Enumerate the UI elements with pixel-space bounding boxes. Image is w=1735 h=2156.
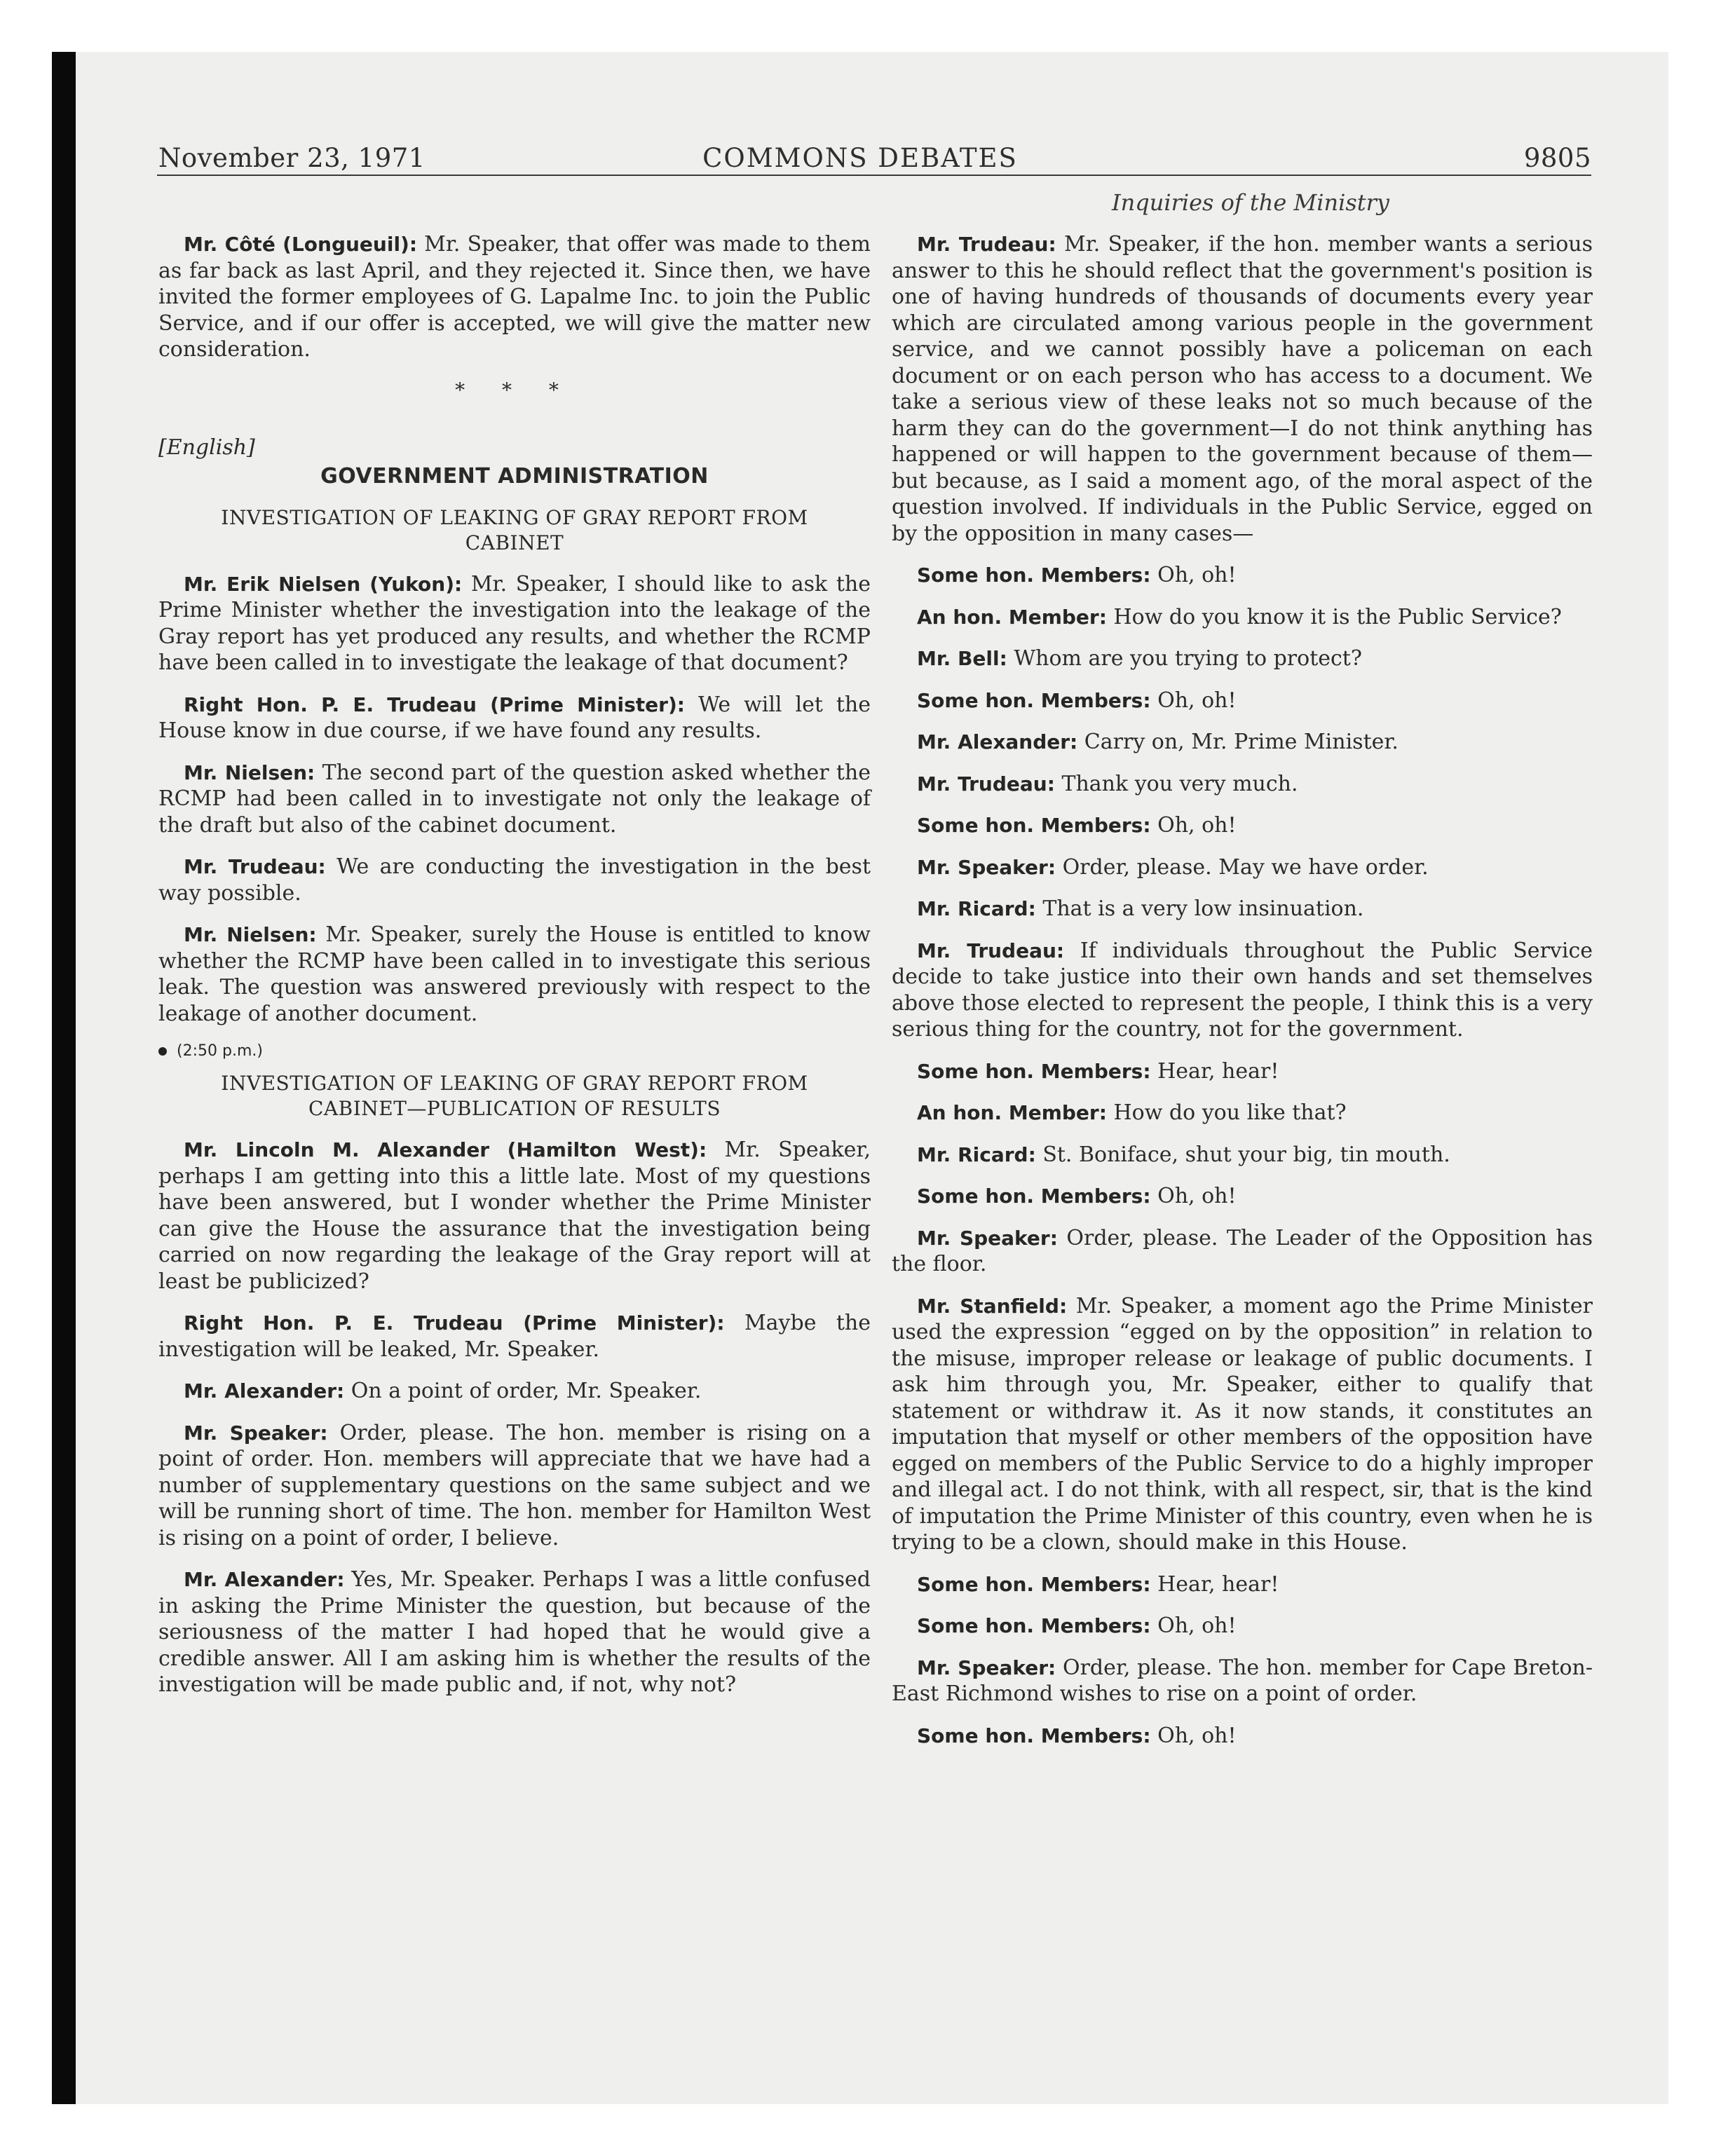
speaker-name: Some hon. Members: <box>917 688 1151 712</box>
speech-text: We are conducting the investigation in the best way possible. <box>158 854 871 906</box>
speech-text: Order, please. The Leader of the Opposition has the floor. <box>892 1225 1593 1276</box>
speaker-name: Right Hon. P. E. Trudeau (Prime Minister): <box>184 692 685 716</box>
scanned-page <box>52 52 1668 2104</box>
speaker-name: Some hon. Members: <box>917 1572 1151 1596</box>
speech-paragraph <box>892 1723 1593 1749</box>
speaker-name: Mr. Côté (Longueuil): <box>184 233 418 256</box>
speaker-name: Some hon. Members: <box>917 1059 1151 1083</box>
speech-text: Mr. Speaker, a moment ago the Prime Minister used the expression “egged on by the opposition” in relation to the misuse, improper release or leakage of public documents. I ask him through you, Mr. Speaker, either to qualify that statement or withdraw it. As it now stands, it constitutes an imputation that myself or other members of the opposition have egged on members of the Public Service to do a highly improper and illegal act. I do not think, with all respect, sir, that is the kind of imputation the Prime Minister of this country, even when he is trying to be a clown, should make in this House. <box>892 1293 1593 1555</box>
speaker-name: Mr. Erik Nielsen (Yukon): <box>184 572 463 596</box>
speech-text: Mr. Speaker, I should like to ask the Prime Minister whether the investigation into the leakage of the Gray report has yet produced any results, and whether the RCMP have been called in to investigate the leakage of that document? <box>158 571 871 675</box>
speech-text: Order, please. May we have order. <box>1062 854 1429 880</box>
speech-text: Order, please. The hon. member for Cape Breton-East Richmond wishes to rise on a point of order. <box>892 1655 1593 1706</box>
speech-text: Hear, hear! <box>1157 1058 1279 1084</box>
speech-text: Yes, Mr. Speaker. Perhaps I was a little confused in asking the Prime Minister the question, but because of the seriousness of the matter I had hoped that he would give a credible answer. All I am asking him is whether the results of the investigation will be made public and, if not, why not? <box>158 1567 871 1697</box>
speech-text: Maybe the investigation will be leaked, Mr. Speaker. <box>158 1311 871 1362</box>
header-title: COMMONS DEBATES <box>702 143 1018 173</box>
speech-paragraph <box>892 1571 1593 1598</box>
speaker-name: Some hon. Members: <box>917 564 1151 587</box>
speech-text: St. Boniface, shut your big, tin mouth. <box>1042 1142 1450 1167</box>
time-stamp: (2:50 p.m.) <box>177 1042 263 1060</box>
subheading: INVESTIGATION OF LEAKING OF GRAY REPORT FROM CABINET <box>221 505 808 554</box>
time-marker <box>158 1042 871 1060</box>
speech-paragraph <box>892 688 1593 714</box>
speaker-name: Mr. Trudeau: <box>917 772 1055 796</box>
speech-text: Mr. Speaker, if the hon. member wants a serious answer to this he should reflect that the government's position is one of having hundreds of thousands of documents every year which are circulated among various people in the government service, and we cannot possibly have a policeman on each document or on each person who has access to a document. We take a serious view of these leaks not so much because of the harm they can do the government—I do not think anything has happened or will happen to the government because of them—but because, as I said a moment ago, of the moral aspect of the question involved. If individuals in the Public Service, egged on by the opposition in many cases— <box>892 232 1593 546</box>
speech-paragraph <box>158 922 871 1027</box>
speech-paragraph <box>892 854 1593 881</box>
speech-paragraph <box>892 771 1593 798</box>
speech-paragraph <box>892 938 1593 1043</box>
section-heading: GOVERNMENT ADMINISTRATION <box>320 463 709 489</box>
speech-paragraph <box>892 1183 1593 1210</box>
speech-paragraph <box>158 1378 871 1405</box>
speaker-name: Mr. Alexander: <box>184 1568 345 1591</box>
speech-text: On a point of order, Mr. Speaker. <box>351 1379 702 1403</box>
left-column <box>158 231 871 1714</box>
speaker-name: Some hon. Members: <box>917 814 1151 837</box>
speech-paragraph <box>892 1100 1593 1126</box>
speech-paragraph <box>892 604 1593 631</box>
speaker-name: Some hon. Members: <box>917 1614 1151 1637</box>
right-column <box>892 231 1593 1764</box>
speech-paragraph <box>158 692 871 744</box>
bullet-icon <box>158 1047 167 1056</box>
speech-paragraph <box>158 1567 871 1698</box>
speech-text: The second part of the question asked whether the RCMP had been called in to investigate not only the leakage of the draft but also of the cabinet document. <box>158 760 871 838</box>
header-date: November 23, 1971 <box>158 143 426 173</box>
speech-text: Whom are you trying to protect? <box>1014 646 1362 671</box>
speech-paragraph <box>892 896 1593 922</box>
speech-paragraph <box>892 231 1593 547</box>
speech-text: We will let the House know in due course, if we have found any results. <box>158 692 871 743</box>
speech-text: Oh, oh! <box>1157 1723 1237 1748</box>
speech-paragraph <box>892 562 1593 589</box>
speech-paragraph <box>158 760 871 839</box>
speech-paragraph <box>158 231 871 363</box>
running-head: Inquiries of the Ministry <box>1112 189 1389 216</box>
speaker-name: Right Hon. P. E. Trudeau (Prime Minister): <box>184 1311 725 1335</box>
language-marker: [English] <box>158 435 255 460</box>
speech-text: Thank you very much. <box>1061 771 1298 796</box>
header-rule <box>157 175 1591 176</box>
speaker-name: Some hon. Members: <box>917 1185 1151 1208</box>
speaker-name: An hon. Member: <box>917 605 1107 629</box>
speaker-name: Mr. Lincoln M. Alexander (Hamilton West): <box>184 1138 707 1161</box>
speaker-name: Mr. Speaker: <box>184 1421 328 1445</box>
speaker-name: Mr. Stanfield: <box>917 1294 1068 1318</box>
scan-border <box>52 52 76 2104</box>
section-break-stars: * * * <box>455 378 574 402</box>
speaker-name: Mr. Alexander: <box>184 1379 345 1403</box>
speech-text: Mr. Speaker, perhaps I am getting into this a little late. Most of my questions have been answered, but I wonder whether the Prime Minister can give the House the assurance that the investigation being carried on now regarding the leakage of the Gray report will at least be publicized? <box>158 1138 871 1294</box>
speaker-name: Mr. Alexander: <box>917 730 1078 753</box>
speech-paragraph <box>892 646 1593 672</box>
speech-paragraph <box>892 1293 1593 1556</box>
speech-text: How do you know it is the Public Service? <box>1113 604 1562 629</box>
speech-paragraph <box>158 571 871 676</box>
speech-paragraph <box>158 1310 871 1363</box>
speaker-name: Mr. Nielsen: <box>184 923 317 946</box>
speech-text: Mr. Speaker, that offer was made to them as far back as last April, and they rejected it. Since then, we have invited the former employees of G. Lapalme Inc. to join the Public Service, and if our offer is accepted, we will give the matter new consideration. <box>158 232 871 362</box>
speech-text: Order, please. The hon. member is rising on a point of order. Hon. members will appreciate that we have had a number of supplementary questions on the same subject and we will be running short of time. The hon. member for Hamilton West is rising on a point of order, I believe. <box>158 1420 871 1550</box>
speaker-name: Mr. Trudeau: <box>184 855 326 878</box>
speaker-name: Some hon. Members: <box>917 1724 1151 1747</box>
speech-text: Hear, hear! <box>1157 1571 1279 1597</box>
subheading: INVESTIGATION OF LEAKING OF GRAY REPORT FROM CABINET—PUBLICATION OF RESULTS <box>221 1072 808 1120</box>
speech-paragraph <box>892 1613 1593 1639</box>
speech-text: Oh, oh! <box>1157 813 1237 838</box>
speaker-name: Mr. Trudeau: <box>917 233 1056 256</box>
speech-paragraph <box>892 729 1593 756</box>
speaker-name: Mr. Ricard: <box>917 897 1036 920</box>
speech-paragraph <box>892 812 1593 839</box>
speaker-name: An hon. Member: <box>917 1101 1107 1124</box>
speech-text: Oh, oh! <box>1157 563 1237 587</box>
header-page-number: 9805 <box>1523 143 1591 173</box>
speaker-name: Mr. Speaker: <box>917 855 1056 879</box>
speaker-name: Mr. Speaker: <box>917 1656 1056 1679</box>
speech-text: Oh, oh! <box>1157 1184 1237 1208</box>
speech-paragraph <box>892 1058 1593 1085</box>
speech-paragraph <box>892 1225 1593 1278</box>
speech-paragraph <box>158 1420 871 1552</box>
speech-text: If individuals throughout the Public Service decide to take justice into their own hands and set themselves above those elected to represent the people, I think this is a very serious thing for the country, not for the government. <box>892 938 1593 1042</box>
speaker-name: Mr. Trudeau: <box>917 939 1065 962</box>
speech-paragraph <box>158 854 871 906</box>
speech-text: Mr. Speaker, surely the House is entitled to know whether the RCMP have been called in to investigate this serious leak. The question was answered previously with respect to the leakage of another document. <box>158 922 871 1026</box>
speech-paragraph <box>892 1655 1593 1707</box>
speaker-name: Mr. Bell: <box>917 647 1007 670</box>
speech-text: Carry on, Mr. Prime Minister. <box>1084 730 1399 754</box>
speech-text: Oh, oh! <box>1157 688 1237 713</box>
speech-paragraph <box>158 1137 871 1295</box>
speaker-name: Mr. Ricard: <box>917 1142 1036 1166</box>
speech-paragraph <box>892 1142 1593 1168</box>
speaker-name: Mr. Nielsen: <box>184 760 315 784</box>
speech-text: Oh, oh! <box>1157 1613 1237 1638</box>
speech-text: How do you like that? <box>1113 1100 1347 1125</box>
speech-text: That is a very low insinuation. <box>1042 896 1364 921</box>
speaker-name: Mr. Speaker: <box>917 1226 1058 1250</box>
